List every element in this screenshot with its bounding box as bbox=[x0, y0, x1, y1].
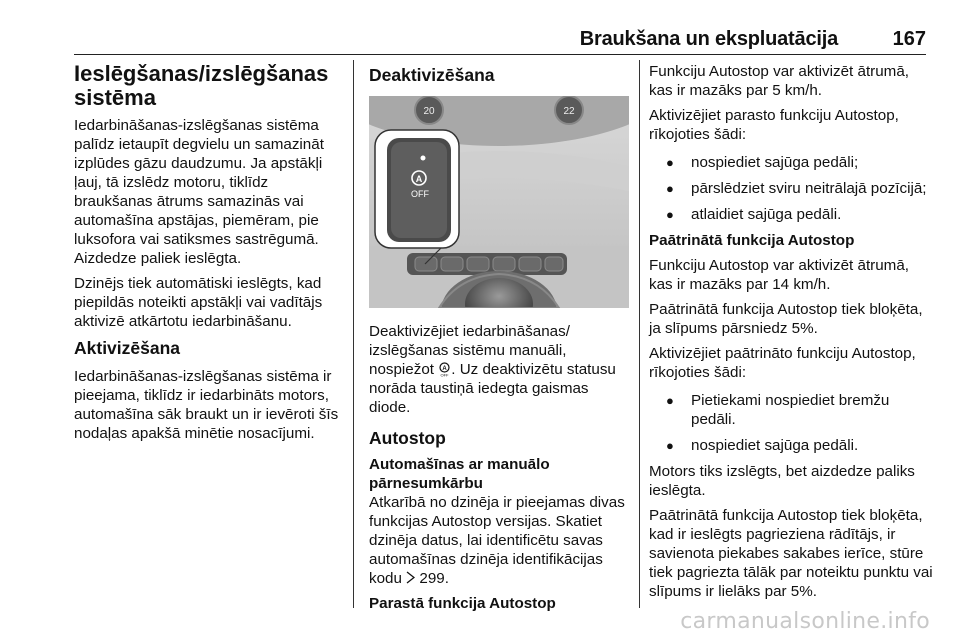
list-item: ● nospiediet sajūga pedāli. bbox=[649, 436, 933, 455]
subheading-accelerated-autostop: Paātrinātā funkcija Autostop bbox=[649, 232, 855, 249]
paragraph: Dzinējs tiek automātiski ieslēgts, kad piepildās noteikti apstākļi vai vadītājs aktivizē atkārtotu iedarbināšanu. bbox=[74, 275, 323, 330]
dashboard-photo bbox=[369, 96, 629, 308]
subheading-manual: Automašīnas ar manuālo pārnesumkārbu bbox=[369, 456, 550, 492]
subheading-autostop: Autostop bbox=[369, 428, 446, 448]
svg-text:OFF: OFF bbox=[440, 372, 449, 377]
svg-text:A: A bbox=[415, 174, 423, 184]
section-heading: Ieslēgšanas/izslēgšanas sistēma bbox=[74, 61, 329, 110]
list-item: ● pārslēdziet sviru neitrālajā pozīcijā; bbox=[649, 179, 933, 198]
column-left bbox=[74, 62, 344, 449]
page-header bbox=[74, 28, 926, 55]
section-title: Braukšana un ekspluatācija bbox=[579, 28, 838, 50]
column-divider bbox=[639, 60, 640, 608]
subheading-deactivation: Deaktivizēšana bbox=[369, 65, 495, 85]
page-number: 167 bbox=[892, 28, 926, 50]
page-reference[interactable]: 299. bbox=[419, 570, 449, 587]
paragraph: Motors tiks izslēgts, bet aizdedze paliks ieslēgta. bbox=[649, 463, 915, 499]
paragraph: Aktivizējiet paātrināto funkciju Autostop, rīkojoties šādi: bbox=[649, 345, 916, 381]
subheading-normal-autostop: Parastā funkcija Autostop bbox=[369, 595, 556, 612]
subheading-activation: Aktivizēšana bbox=[74, 338, 181, 358]
column-divider bbox=[353, 60, 354, 608]
svg-text:A: A bbox=[442, 366, 447, 372]
dashboard-illustration bbox=[369, 96, 629, 308]
page-ref-arrow-icon bbox=[406, 571, 415, 584]
list-item: ● atlaidiet sajūga pedāli. bbox=[649, 205, 933, 224]
paragraph: Funkciju Autostop var aktivizēt ātrumā, kas ir mazāks par 14 km/h. bbox=[649, 257, 909, 293]
paragraph: Iedarbināšanas-izslēgšanas sistēma ir pieejama, tiklīdz ir iedarbināts motors, automašīna sāk braukt un ir ievēroti šīs nodaļas apakšā minētie nosacījumi. bbox=[74, 368, 339, 442]
off-button-label: OFF bbox=[411, 189, 429, 199]
temp-left-label: 20 bbox=[423, 106, 435, 117]
temp-right-label: 22 bbox=[563, 106, 575, 117]
steps-list bbox=[649, 153, 933, 224]
paragraph: Atkarībā no dzinēja ir pieejamas divas funkcijas Autostop versijas. Skatiet dzinēja datus, lai identificētu savas automašīnas dzinēja identifikācijas kodu 299. bbox=[369, 494, 625, 587]
list-item: ● nospiediet sajūga pedāli; bbox=[649, 153, 933, 172]
steps-list bbox=[649, 391, 933, 455]
paragraph: Deaktivizējiet iedarbināšanas/ izslēgšanas sistēmu manuāli, nospiežot A OFF . Uz deaktivizētu statusu norāda taustiņā iedegta gaismas diode. bbox=[369, 323, 616, 416]
paragraph: Iedarbināšanas-izslēgšanas sistēma palīdz ietaupīt degvielu un samazināt izplūdes gāzu daudzumu. Ja apstākļi ļauj, tā izslēdz motoru, tiklīdz braukšanas ātrums samazinās vai automašīna apstājas, piemēram, pie luksofora vai satiksmes sastrēgumā. Aizdedze paliek ieslēgta. bbox=[74, 117, 324, 267]
watermark: carmanualsonline.info bbox=[680, 609, 930, 634]
column-middle bbox=[369, 62, 633, 613]
column-right bbox=[649, 62, 933, 607]
list-item: ● Pietiekami nospiediet bremžu pedāli. bbox=[649, 391, 933, 429]
paragraph: Aktivizējiet parasto funkciju Autostop, rīkojoties šādi: bbox=[649, 107, 899, 143]
paragraph: Paātrinātā funkcija Autostop tiek bloķēta, kad ir ieslēgts pagrieziena rādītājs, ir savienota piekabes sakabes ierīce, stūre tiek pagriezta tālāk par noteiktu punktu vai slīpums ir lielāks par 5%. bbox=[649, 507, 933, 600]
paragraph: Paātrinātā funkcija Autostop tiek bloķēta, ja slīpums pārsniedz 5%. bbox=[649, 301, 923, 337]
paragraph: Funkciju Autostop var aktivizēt ātrumā, kas ir mazāks par 5 km/h. bbox=[649, 63, 909, 99]
autostop-off-icon bbox=[438, 362, 451, 377]
